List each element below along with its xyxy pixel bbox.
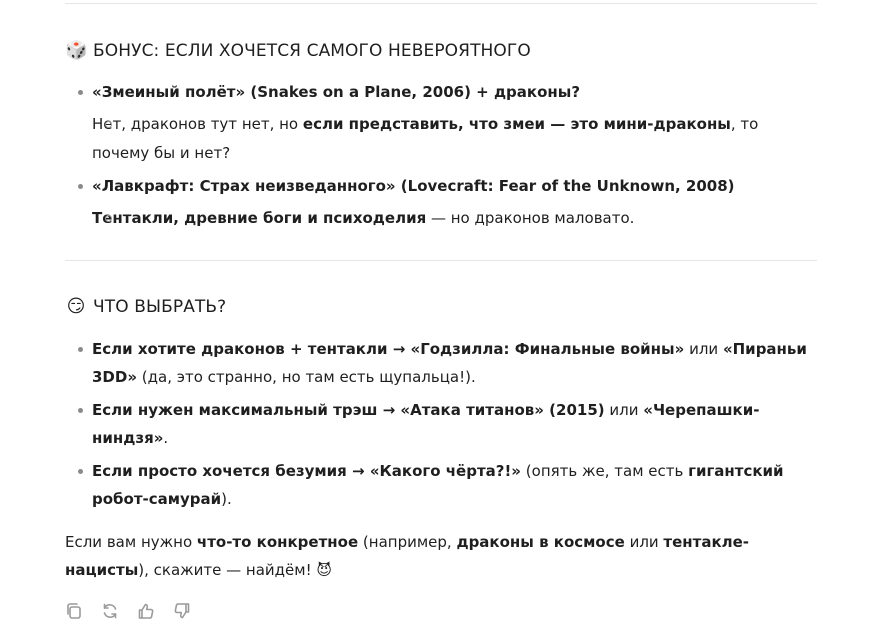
bold-text: тентакле-нацисты: [65, 533, 750, 579]
bold-text: Если нужен максимальный трэш → «Атака титанов» (2015): [92, 401, 605, 419]
list-item: [65, 396, 817, 452]
closing-paragraph: [65, 528, 817, 584]
section-title: ЧТО ВЫБРАТЬ?: [93, 296, 227, 317]
text: или: [604, 401, 644, 419]
message-actions: [65, 602, 817, 620]
bold-text: Если хотите драконов + тентакли → «Годзилла: Финальные войны»: [92, 340, 685, 358]
sub-list-item: [65, 204, 817, 233]
list-item: [65, 78, 817, 168]
regenerate-icon[interactable]: [101, 602, 119, 620]
text: ), скажите — найдём!: [138, 561, 317, 579]
message-content: [65, 0, 817, 620]
bold-text: гигантский робот-самурай: [92, 462, 784, 508]
sub-list-item: [65, 110, 817, 168]
section-heading-choose: [65, 296, 817, 317]
bold-text: драконы в космосе: [456, 533, 625, 551]
text: или: [624, 533, 664, 551]
smiling-devil-icon: 😈: [316, 561, 333, 579]
list-item: [65, 172, 817, 233]
smirking-face-icon: 😏: [66, 296, 86, 317]
thumbs-down-icon[interactable]: [173, 602, 191, 620]
text: , то почему бы и нет?: [92, 115, 759, 162]
text: (например,: [358, 533, 457, 551]
section-heading-bonus: [65, 40, 817, 61]
list-item: [65, 335, 817, 391]
text: Нет, драконов тут нет, но: [92, 115, 303, 133]
divider-middle: [65, 260, 817, 261]
section-title: БОНУС: ЕСЛИ ХОЧЕТСЯ САМОГО НЕВЕРОЯТНОГО: [93, 40, 531, 61]
bold-text: что-то конкретное: [196, 533, 359, 551]
text: или: [684, 340, 723, 358]
text: (опять же, там есть: [521, 462, 689, 480]
movie-title: «Змеиный полёт» (Snakes on a Plane, 2006) + драконы?: [92, 83, 581, 101]
list-item: [65, 457, 817, 513]
divider-top: [65, 3, 817, 4]
bold-text: Тентакли, древние боги и психоделия: [92, 209, 427, 227]
choose-list: [65, 335, 817, 513]
bold-text: «Пираньи 3DD»: [92, 340, 807, 386]
bold-text: «Черепашки-ниндзя»: [92, 401, 760, 447]
game-die-icon: 🎲: [65, 40, 88, 61]
bonus-list: [65, 78, 817, 233]
text: .: [163, 429, 169, 447]
movie-title: «Лавкрафт: Страх неизведанного» (Lovecraft: Fear of the Unknown, 2008): [92, 177, 735, 195]
text: — но драконов маловато.: [426, 209, 635, 227]
text: ).: [221, 490, 232, 508]
thumbs-up-icon[interactable]: [137, 602, 155, 620]
bold-text: Если просто хочется безумия → «Какого чёрта?!»: [92, 462, 522, 480]
bold-text: если представить, что змеи — это мини-драконы: [302, 115, 731, 133]
text: (да, это странно, но там есть щупальца!).: [137, 368, 476, 386]
copy-icon[interactable]: [65, 602, 83, 620]
text: Если вам нужно: [65, 533, 197, 551]
